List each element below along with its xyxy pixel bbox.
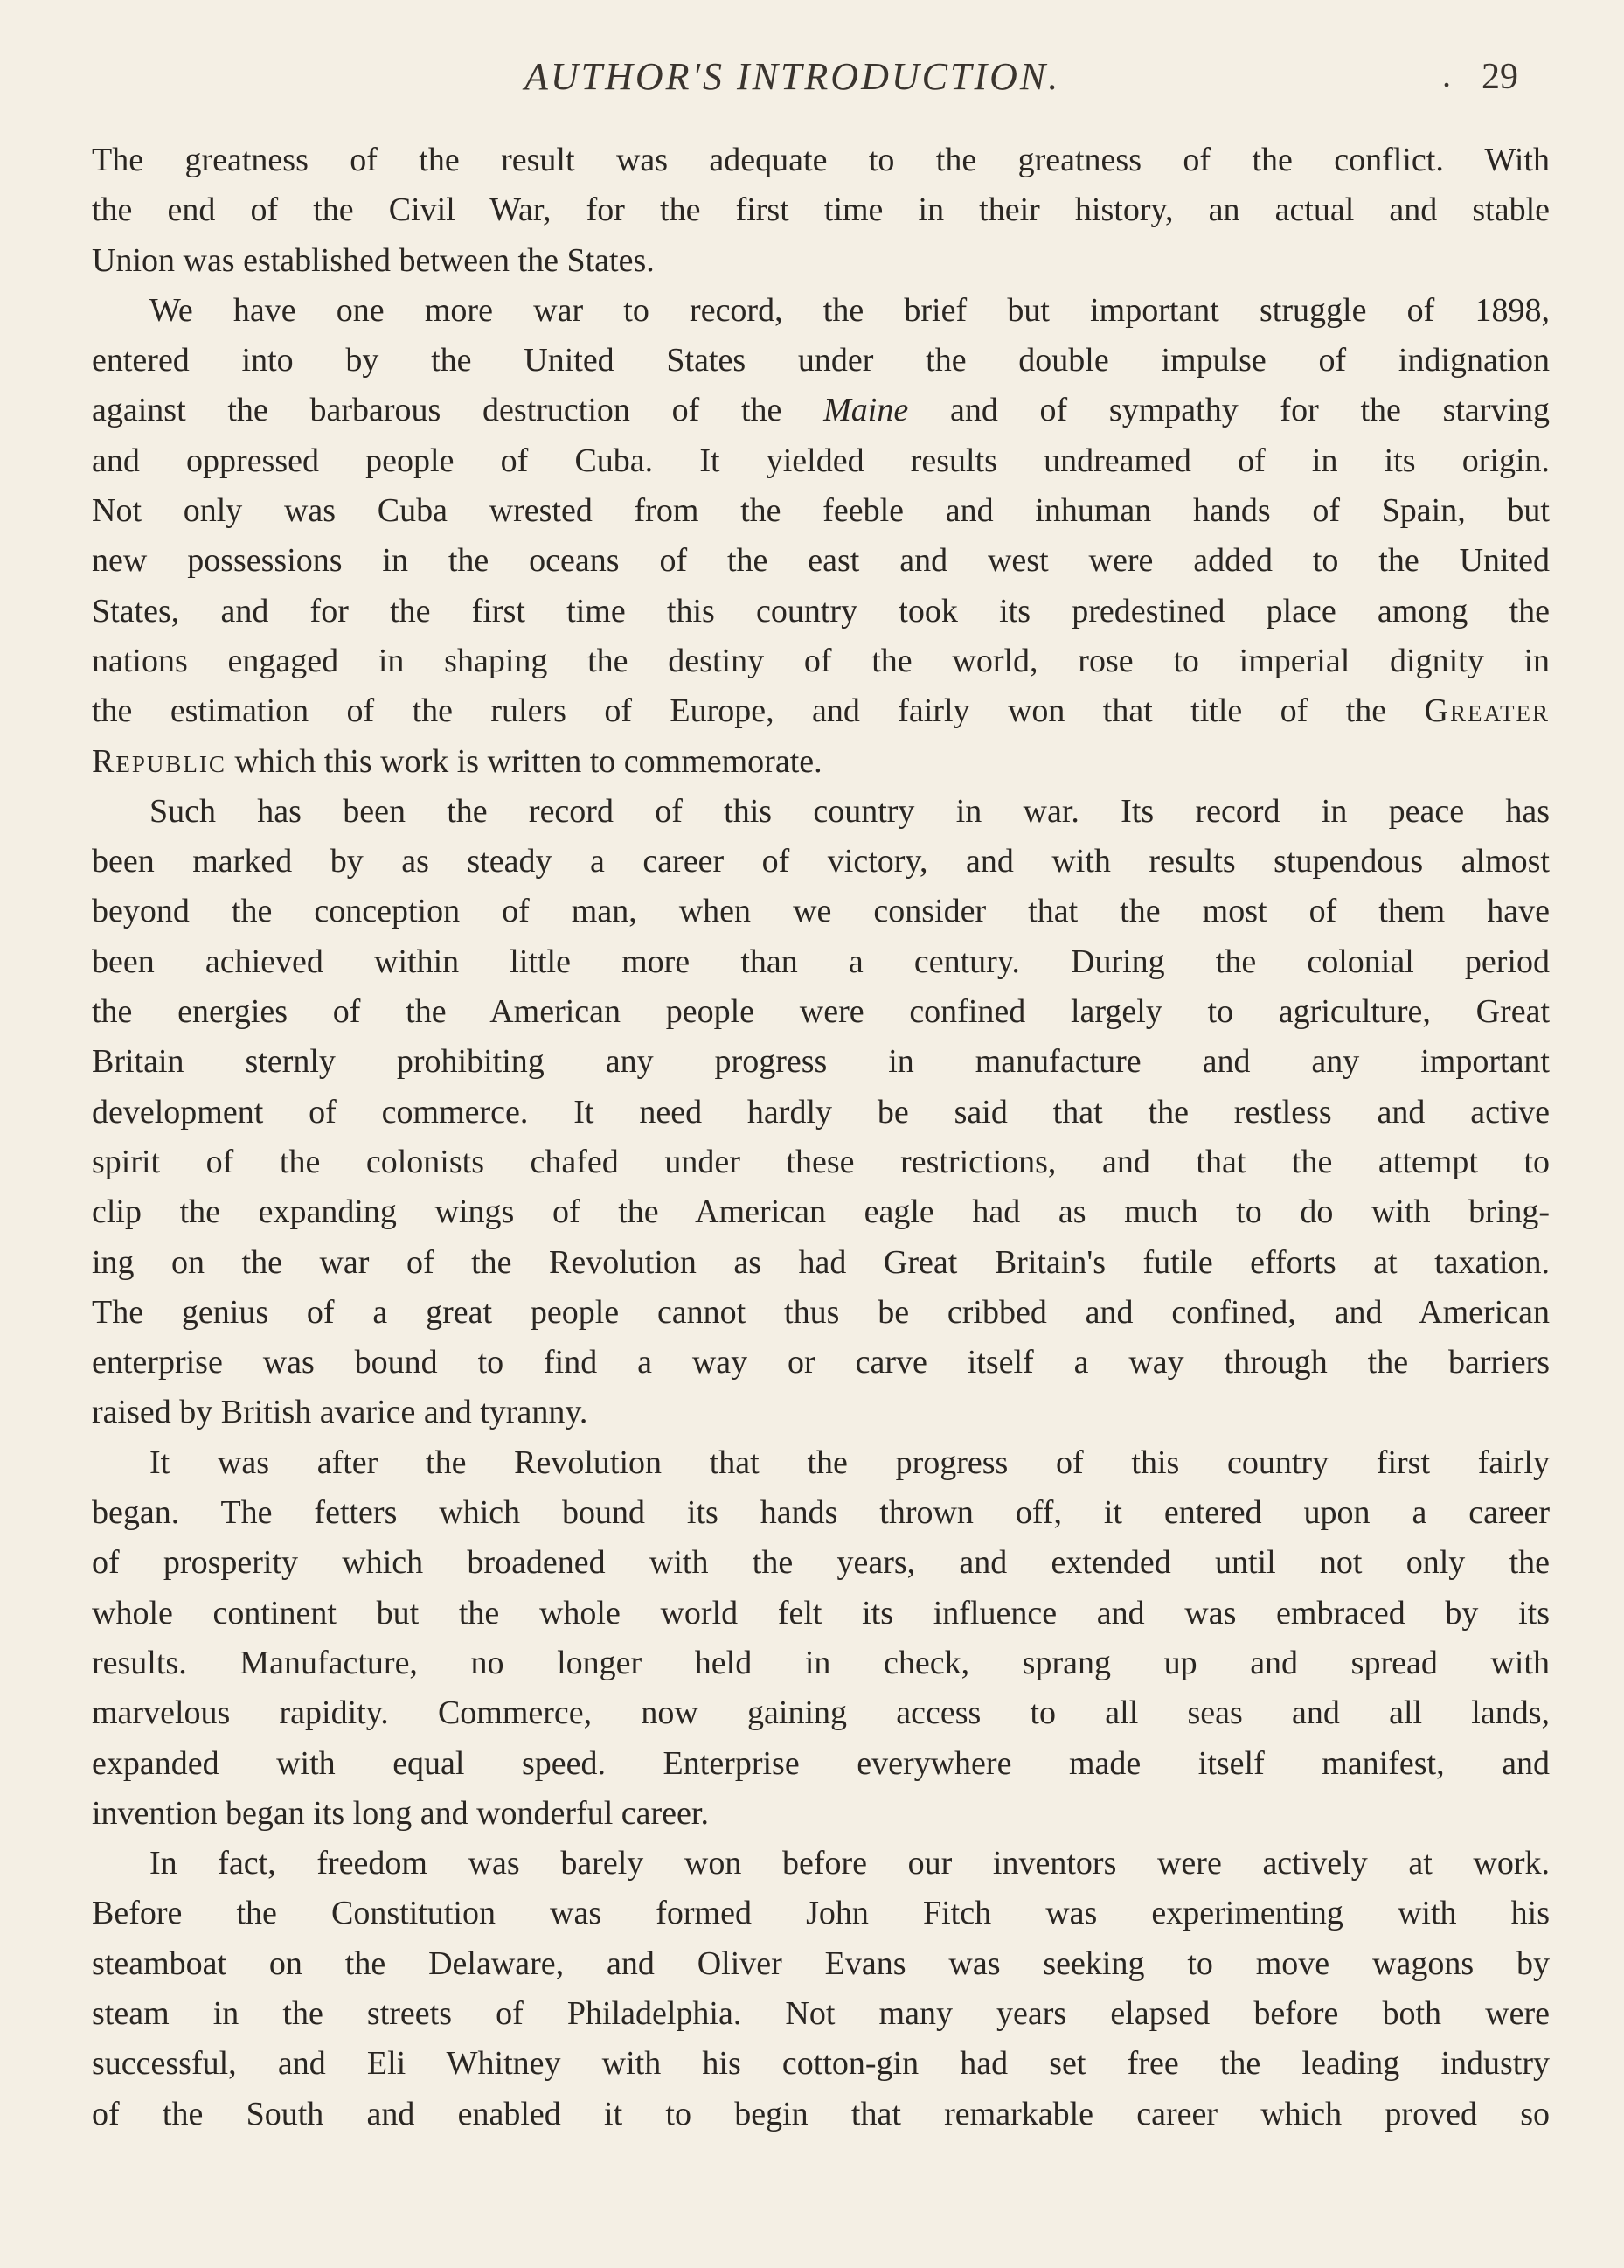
text-line: raised by British avarice and tyranny. <box>92 1394 588 1431</box>
text-line: of the South and enabled it to begin that remarkable career which proved so <box>92 2095 1550 2132</box>
running-head <box>0 54 1624 115</box>
text-line: steam in the streets of Philadelphia. Not many years elapsed before both were <box>92 1994 1550 2032</box>
text-line: Union was established between the States. <box>92 241 655 279</box>
text-line: Not only was Cuba wrested from the feeble and inhuman hands of Spain, but <box>92 492 1550 530</box>
text-line <box>92 386 1550 435</box>
text-line: development of commerce. It need hardly be said that the restless and active <box>92 1093 1550 1131</box>
text-line: invention began its long and wonderful career. <box>92 1794 709 1832</box>
text-line: of prosperity which broadened with the years, and extended until not only the <box>92 1544 1550 1582</box>
text-line: steamboat on the Delaware, and Oliver Evans was seeking to move wagons by <box>92 1944 1550 1982</box>
text-line: and oppressed people of Cuba. It yielded results undreamed of in its origin. <box>92 442 1550 479</box>
text-segment: which this work is written to commemorate. <box>234 742 822 780</box>
text-line: the end of the Civil War, for the first time in their history, an actual and stable <box>92 191 1550 229</box>
text-line: The greatness of the result was adequate to the greatness of the conflict. With <box>92 142 1550 178</box>
text-line: expanded with equal speed. Enterprise everywhere made itself manifest, and <box>92 1744 1550 1782</box>
title-republic: Republic <box>92 742 226 780</box>
text-line: Such has been the record of this country in war. Its record in peace has <box>149 792 1550 830</box>
folio-dot: . <box>1442 55 1451 94</box>
text-line: clip the expanding wings of the American eagle had as much to do with bring- <box>92 1193 1550 1231</box>
text-line: It was after the Revolution that the progress of this country first fairly <box>149 1444 1550 1481</box>
title-greater: Greater <box>1424 692 1550 730</box>
body-text <box>92 136 1550 2139</box>
text-line: The genius of a great people cannot thus be cribbed and confined, and American <box>92 1293 1550 1331</box>
text-segment: the estimation of the rulers of Europe, and fairly won that title of the <box>92 692 1387 730</box>
text-line: entered into by the United States under the double impulse of indignation <box>92 342 1550 379</box>
running-title: AUTHOR'S INTRODUCTION. <box>524 55 1061 98</box>
text-line: beyond the conception of man, when we consider that the most of them have <box>92 893 1550 930</box>
text-segment: and of sympathy for the starving <box>949 392 1551 429</box>
text-line: States, and for the first time this country took its predestined place among the <box>92 592 1550 630</box>
text-line: enterprise was bound to find a way or carve itself a way through the barriers <box>92 1344 1550 1381</box>
text-line: new possessions in the oceans of the east and west were added to the United <box>92 542 1550 580</box>
text-segment: against the barbarous destruction of the <box>92 392 782 429</box>
text-line: been marked by as steady a career of victory, and with results stupendous almost <box>92 843 1550 880</box>
text-line: began. The fetters which bound its hands thrown off, it entered upon a career <box>92 1494 1550 1532</box>
text-line: marvelous rapidity. Commerce, now gaining access to all seas and all lands, <box>92 1694 1550 1732</box>
text-line: whole continent but the whole world felt its influence and was embraced by its <box>92 1594 1550 1631</box>
page-number: 29 <box>1482 57 1518 97</box>
text-line: results. Manufacture, no longer held in check, sprang up and spread with <box>92 1644 1550 1681</box>
text-line: successful, and Eli Whitney with his cotton-gin had set free the leading industry <box>92 2045 1550 2083</box>
text-line: spirit of the colonists chafed under these restrictions, and that the attempt to <box>92 1143 1550 1180</box>
text-line: nations engaged in shaping the destiny of the world, rose to imperial dignity in <box>92 642 1550 679</box>
text-line: Britain sternly prohibiting any progress in manufacture and any important <box>92 1043 1550 1081</box>
text-line: the energies of the American people were confined largely to agriculture, Great <box>92 993 1550 1031</box>
text-line: Before the Constitution was formed John Fitch was experimenting with his <box>92 1895 1550 1932</box>
text-line <box>92 737 1550 787</box>
text-line: We have one more war to record, the brief but important struggle of 1898, <box>149 291 1550 329</box>
text-line: In fact, freedom was barely won before our inventors were actively at work. <box>149 1845 1550 1882</box>
text-line: ing on the war of the Revolution as had Great Britain's futile efforts at taxation. <box>92 1243 1550 1281</box>
ship-name: Maine <box>823 392 909 429</box>
text-line: been achieved within little more than a century. During the colonial period <box>92 943 1550 980</box>
text-line <box>92 686 1550 736</box>
